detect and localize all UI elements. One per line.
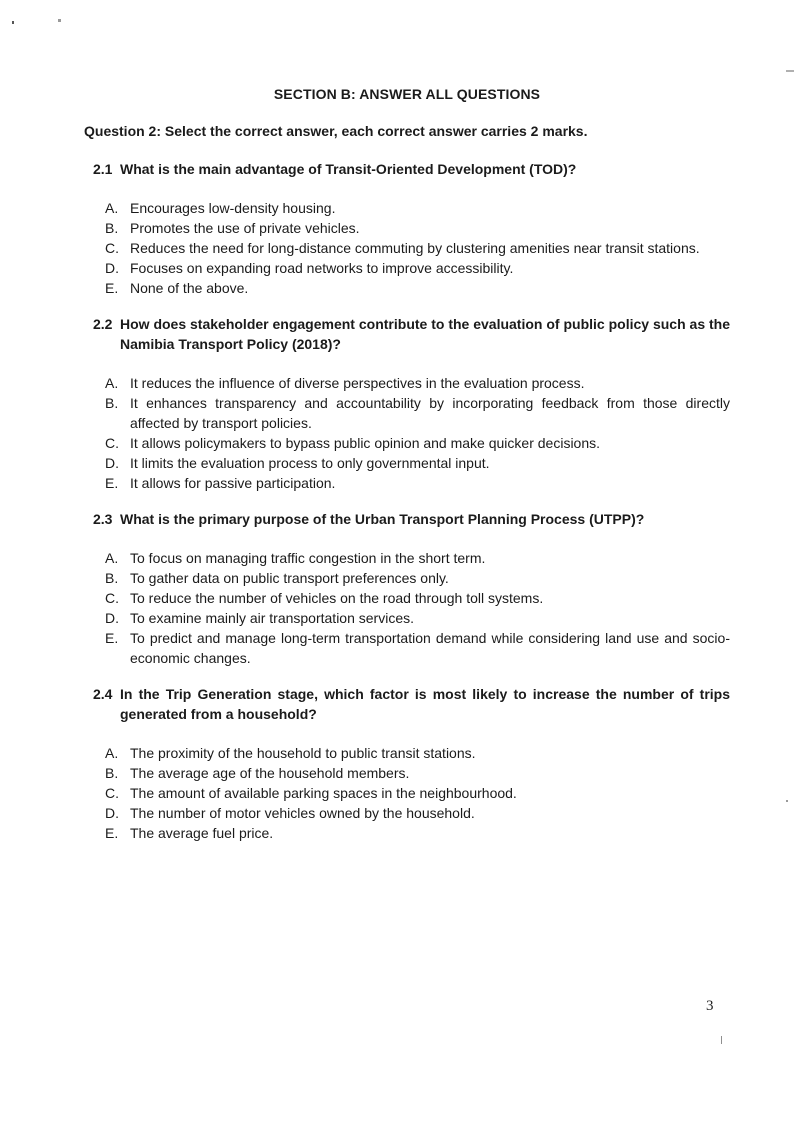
option-letter: A. <box>105 375 119 391</box>
option-row <box>105 393 730 433</box>
question-2-4 <box>84 684 730 843</box>
option-letter: D. <box>105 805 119 821</box>
question-text: In the Trip Generation stage, which factor is most likely to increase the number of trips generated from a household? <box>120 686 730 722</box>
question-number: 2.3 <box>93 511 113 527</box>
question-number: 2.4 <box>93 686 113 702</box>
option-text: To examine mainly air transportation services. <box>130 610 415 626</box>
question-2-2 <box>84 314 730 493</box>
option-text: The amount of available parking spaces in the neighbourhood. <box>130 785 517 801</box>
option-text: To reduce the number of vehicles on the road through toll systems. <box>130 590 544 606</box>
question-text: What is the main advantage of Transit-Oriented Development (TOD)? <box>120 161 577 177</box>
option-text: It allows policymakers to bypass public opinion and make quicker decisions. <box>130 435 601 451</box>
page-number: 3 <box>706 998 714 1014</box>
scan-artifact <box>12 21 14 24</box>
option-letter: B. <box>105 220 119 236</box>
option-row <box>105 568 730 588</box>
option-text: None of the above. <box>130 280 249 296</box>
option-row <box>105 588 730 608</box>
option-row <box>105 743 730 763</box>
option-text: To focus on managing traffic congestion in the short term. <box>130 550 486 566</box>
question-title <box>84 684 730 724</box>
option-text: The average fuel price. <box>130 825 274 841</box>
option-letter: D. <box>105 455 119 471</box>
option-row <box>105 278 730 298</box>
option-text: To gather data on public transport preferences only. <box>130 570 449 586</box>
option-row <box>105 628 730 668</box>
option-row <box>105 473 730 493</box>
options-list <box>105 548 730 668</box>
option-row <box>105 218 730 238</box>
option-text: To predict and manage long-term transportation demand while considering land use and socio-economic changes. <box>130 630 730 666</box>
option-letter: B. <box>105 765 119 781</box>
options-list <box>105 198 730 298</box>
option-letter: E. <box>105 630 119 646</box>
option-text: Reduces the need for long-distance commuting by clustering amenities near transit stations. <box>130 240 700 256</box>
option-letter: A. <box>105 745 119 761</box>
option-row <box>105 608 730 628</box>
question-text: What is the primary purpose of the Urban Transport Planning Process (UTPP)? <box>120 511 645 527</box>
option-row <box>105 548 730 568</box>
option-text: It limits the evaluation process to only governmental input. <box>130 455 490 471</box>
option-letter: B. <box>105 395 119 411</box>
option-text: The average age of the household members. <box>130 765 410 781</box>
option-row <box>105 763 730 783</box>
option-letter: E. <box>105 280 119 296</box>
option-text: The proximity of the household to public transit stations. <box>130 745 476 761</box>
option-letter: C. <box>105 240 119 256</box>
options-list <box>105 743 730 843</box>
option-text: The number of motor vehicles owned by the household. <box>130 805 475 821</box>
option-letter: E. <box>105 825 119 841</box>
option-row <box>105 433 730 453</box>
option-text: Focuses on expanding road networks to improve accessibility. <box>130 260 514 276</box>
option-row <box>105 783 730 803</box>
option-row <box>105 373 730 393</box>
question-2-3 <box>84 509 730 668</box>
option-letter: E. <box>105 475 119 491</box>
option-row <box>105 198 730 218</box>
section-heading: SECTION B: ANSWER ALL QUESTIONS <box>273 86 541 102</box>
question-2-1 <box>84 159 730 298</box>
option-text: It reduces the influence of diverse perspectives in the evaluation process. <box>130 375 585 391</box>
option-row <box>105 823 730 843</box>
option-row <box>105 258 730 278</box>
question-title <box>84 509 730 529</box>
option-text: Encourages low-density housing. <box>130 200 336 216</box>
scan-artifact <box>58 19 61 22</box>
option-letter: C. <box>105 785 119 801</box>
question-text: How does stakeholder engagement contribute to the evaluation of public policy such as the Namibia Transport Policy (2018)? <box>120 316 730 352</box>
question-title <box>84 314 730 354</box>
question-number: 2.1 <box>93 161 113 177</box>
scan-artifact <box>721 1036 722 1044</box>
option-letter: D. <box>105 260 119 276</box>
question-intro: Question 2: Select the correct answer, each correct answer carries 2 marks. <box>84 123 588 139</box>
options-list <box>105 373 730 493</box>
option-letter: B. <box>105 570 119 586</box>
option-letter: C. <box>105 590 119 606</box>
option-text: Promotes the use of private vehicles. <box>130 220 360 236</box>
question-title <box>84 159 730 179</box>
question-number: 2.2 <box>93 316 113 332</box>
option-letter: A. <box>105 200 119 216</box>
option-letter: C. <box>105 435 119 451</box>
option-letter: A. <box>105 550 119 566</box>
option-letter: D. <box>105 610 119 626</box>
option-row <box>105 803 730 823</box>
scan-artifact <box>786 70 794 72</box>
option-text: It allows for passive participation. <box>130 475 336 491</box>
option-text: It enhances transparency and accountability by incorporating feedback from those directly affected by transport policies. <box>130 395 730 431</box>
option-row <box>105 453 730 473</box>
scan-artifact <box>786 800 788 802</box>
option-row <box>105 238 730 258</box>
